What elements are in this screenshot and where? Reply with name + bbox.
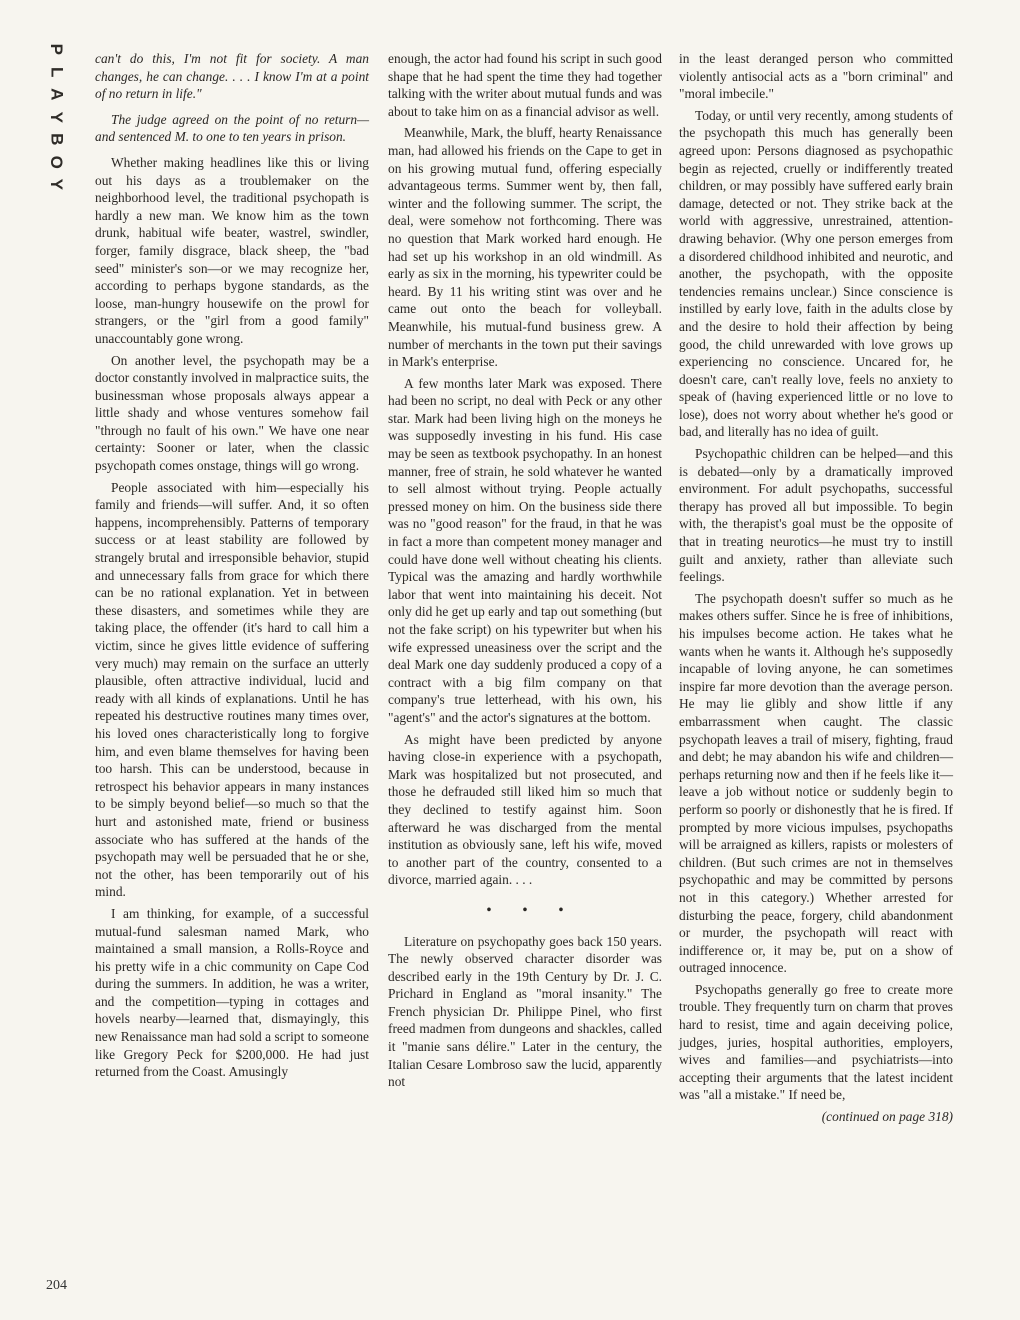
title-letter: Y: [47, 111, 67, 123]
paragraph: Meanwhile, Mark, the bluff, hearty Renaissance man, had allowed his friends on the Cape to get in on his growing mutual fund, offering especially advantageous terms. Summer went by, then fall, winter and the following summer. The script, the deal, were somehow not forthcoming. There was no question that Mark worked hard enough. He had set up his workshop in an old windmill. As early as six in the morning, his typewriter could be heard. By 11 his writing stint was over and he came out onto the beach for volleyball. Meanwhile, his mutual-fund business grew. A number of merchants in the town put their savings in Mark's enterprise.: [388, 125, 662, 370]
paragraph: Psychopaths generally go free to create more trouble. They frequently turn on charm that proves hard to resist, time and again deceiving police, judges, juries, hospital authorities, employers, wives and families—and psychiatrists—into accepting their arguments that the latest incident was "all a mistake." If need be,: [679, 981, 953, 1103]
article-column-3: [679, 50, 953, 1130]
magazine-title-vertical: [44, 38, 68, 196]
paragraph: People associated with him—especially his family and friends—will suffer. And, it so often happens, incomprehensibly. Patterns of temporary success or at least stability are followed by strangely brutal and irresponsible behavior, stupid and unnecessary falls from grace for which there can be no rational explanation. Yet in between these disasters, and sometimes while they are taking place, the offender (it's hard to call him a victim, since he gives little evidence of suffering very much) may remain on the surface an utterly plausible, often attractive individual, lucid and ready with all kinds of explanations. Until he has repeated his destructive routines many times over, his loved ones characteristically long to forgive him, and even blame themselves for having been too harsh. This can be understood, because in retrospect his behavior appears in many instances to be simply beyond belief—so much so that the hurt and astonished mate, friend or business associate who has suffered at the hands of the psychopath may well be persuaded that he or she, not the other, has been temporarily out of his mind.: [95, 479, 369, 900]
article-column-1: [95, 50, 369, 1085]
paragraph: Literature on psychopathy goes back 150 years. The newly observed character disorder was described early in the 19th Century by Dr. J. C. Prichard in England as "moral insanity." The French physician Dr. Philippe Pinel, who first freed madmen from dungeons and shackles, called it "manie sans délire." Later in the century, the Italian Cesare Lombroso saw the lucid, apparently not: [388, 933, 662, 1090]
article-column-2: [388, 50, 662, 1095]
paragraph: The psychopath doesn't suffer so much as he makes others suffer. Since he is free of inhibitions, his impulses become action. He takes what he wants when he wants it. Although he's supposedly incapable of loving anyone, he can sometimes inspire far more devotion than the average person. He may lie glibly and show little if any embarrassment when caught. The classic psychopath leaves a trail of misery, fighting, fraud and debt; he may abandon his wife and children—perhaps returning now and then if he feels like it—leave a job without notice or suddenly begin to perform so poorly or dishonestly that he is fired. If prompted by more vicious impulses, psychopaths will be arraigned as killers, rapists or molesters of children. (But such crimes are not in themselves psychopathic and may be committed by persons not in this category.) Whether arrested for disturbing the peace, forgery, child abandonment or murder, the psychopath will react with indifference or, it may be, put on a show of outraged innocence.: [679, 590, 953, 976]
paragraph: enough, the actor had found his script in such good shape that he had spent the time they had together talking with the writer about mutual funds and was about to take him on as a financial advisor as well.: [388, 51, 662, 119]
paragraph: in the least deranged person who committed violently antisocial acts as a "born criminal" and "moral imbecile.": [679, 51, 953, 102]
title-letter: P: [47, 43, 67, 55]
paragraph: A few months later Mark was exposed. There had been no script, no deal with Peck or any other star. Mark had been living high on the moneys he was supposedly investing in his fund. His case may be seen as textbook psychopathy. In an honest manner, free of strain, he sold whatever he wanted to sell almost without trying. People actually pressed money on him. On the business side there was no "good reason" for the fraud, in that he was in fact a more than competent money manager and could have done well without cheating his clients. Typical was the amazing and hardly worthwhile labor that went into maintaining his deceit. Not only did he get up early and tap out something (but not the fake script) on his typewriter but when his wife expressed uneasiness over the script and the deal Mark one day suddenly produced a copy of a contract with a big film company on that company's true letterhead, with his own, his "agent's" and the actor's signatures at the bottom.: [388, 375, 662, 725]
paragraph: Today, or until very recently, among students of the psychopath this much has generally been agreed upon: Persons diagnosed as psychopathic begin as rejected, cruelly or indifferently treated children, or may possibly have suffered early brain damage, detected or not. They strike back at the world with aggressive, unrestrained, attention-drawing behavior. (Why one person emerges from a disordered childhood inhibited and neurotic, and another, the psychopath, with the opposite tendencies remains unclear.) Since conscience is instilled by early love, faith in the adults close by and the desire to hold their affection by being good, the child unrewarded with love grows up experiencing no conscience. Uncared for, he doesn't care, can't really love, feels no anxiety to speak of (having experienced little or no love to lose), does not worry about whether he's good or bad, and literally has no idea of guilt.: [679, 107, 953, 440]
paragraph: Whether making headlines like this or living out his days as a troublemaker on the neighborhood level, the traditional psychopath is hardly a new man. We know him as the town drunk, habitual wife beater, wastrel, swindler, forger, family disgrace, black sheep, the "bad seed" minister's son—or we may recognize her, according to perhaps bygone standards, as the loose, man-hungry housewife on the prowl for strangers, or the "girl from a good family" unaccountably gone wrong.: [95, 154, 369, 346]
paragraph: The judge agreed on the point of no return—and sentenced M. to one to ten years in prison.: [95, 111, 369, 145]
paragraph: On another level, the psychopath may be a doctor constantly involved in malpractice suits, the businessman whose proposals always appear a little shady and whose ventures somehow fail "through no fault of his own." We have one near certainty: Sooner or later, when the classic psychopath comes onstage, things will go wrong.: [95, 352, 369, 474]
paragraph: Psychopathic children can be helped—and this is debated—only by a dramatically improved environment. For adult psychopaths, successful therapy has proved all but impossible. To begin with, the therapist's goal must be the opposite of that in treating neurotics—he must try to instill guilt and anxiety, rather than alleviate such feelings.: [679, 446, 953, 585]
title-letter: O: [47, 155, 67, 169]
title-letter: B: [47, 133, 67, 146]
continued-note: (continued on page 318): [821, 1109, 953, 1125]
paragraph: I am thinking, for example, of a successful mutual-fund salesman named Mark, who maintained a small mansion, a Rolls-Royce and his pretty wife in a chic community on Cape Cod during the summers. In addition, he was a writer, and the competition—typing in cottages and hovels nearby—learned that, dismayingly, this new Renaissance man had sold a script to someone like Gregory Peck for $200,000. He had just returned from the Coast. Amusingly: [95, 905, 369, 1080]
section-separator: • • •: [486, 901, 578, 917]
page-number: 204: [46, 1278, 67, 1293]
title-letter: Y: [47, 178, 67, 190]
title-letter: L: [47, 66, 67, 77]
paragraph: As might have been predicted by anyone having close-in experience with a psychopath, Mark was hospitalized but not prosecuted, and those he defrauded still liked him so much that they declined to testify against him. Soon afterward he was discharged from the mental institution as obviously sane, left his wife, moved to another part of the country, consented to a divorce, married again. . . .: [388, 731, 662, 888]
paragraph: can't do this, I'm not fit for society. A man changes, he can change. . . . I know I'm at a point of no return in life.": [95, 51, 369, 102]
title-letter: A: [47, 88, 67, 101]
